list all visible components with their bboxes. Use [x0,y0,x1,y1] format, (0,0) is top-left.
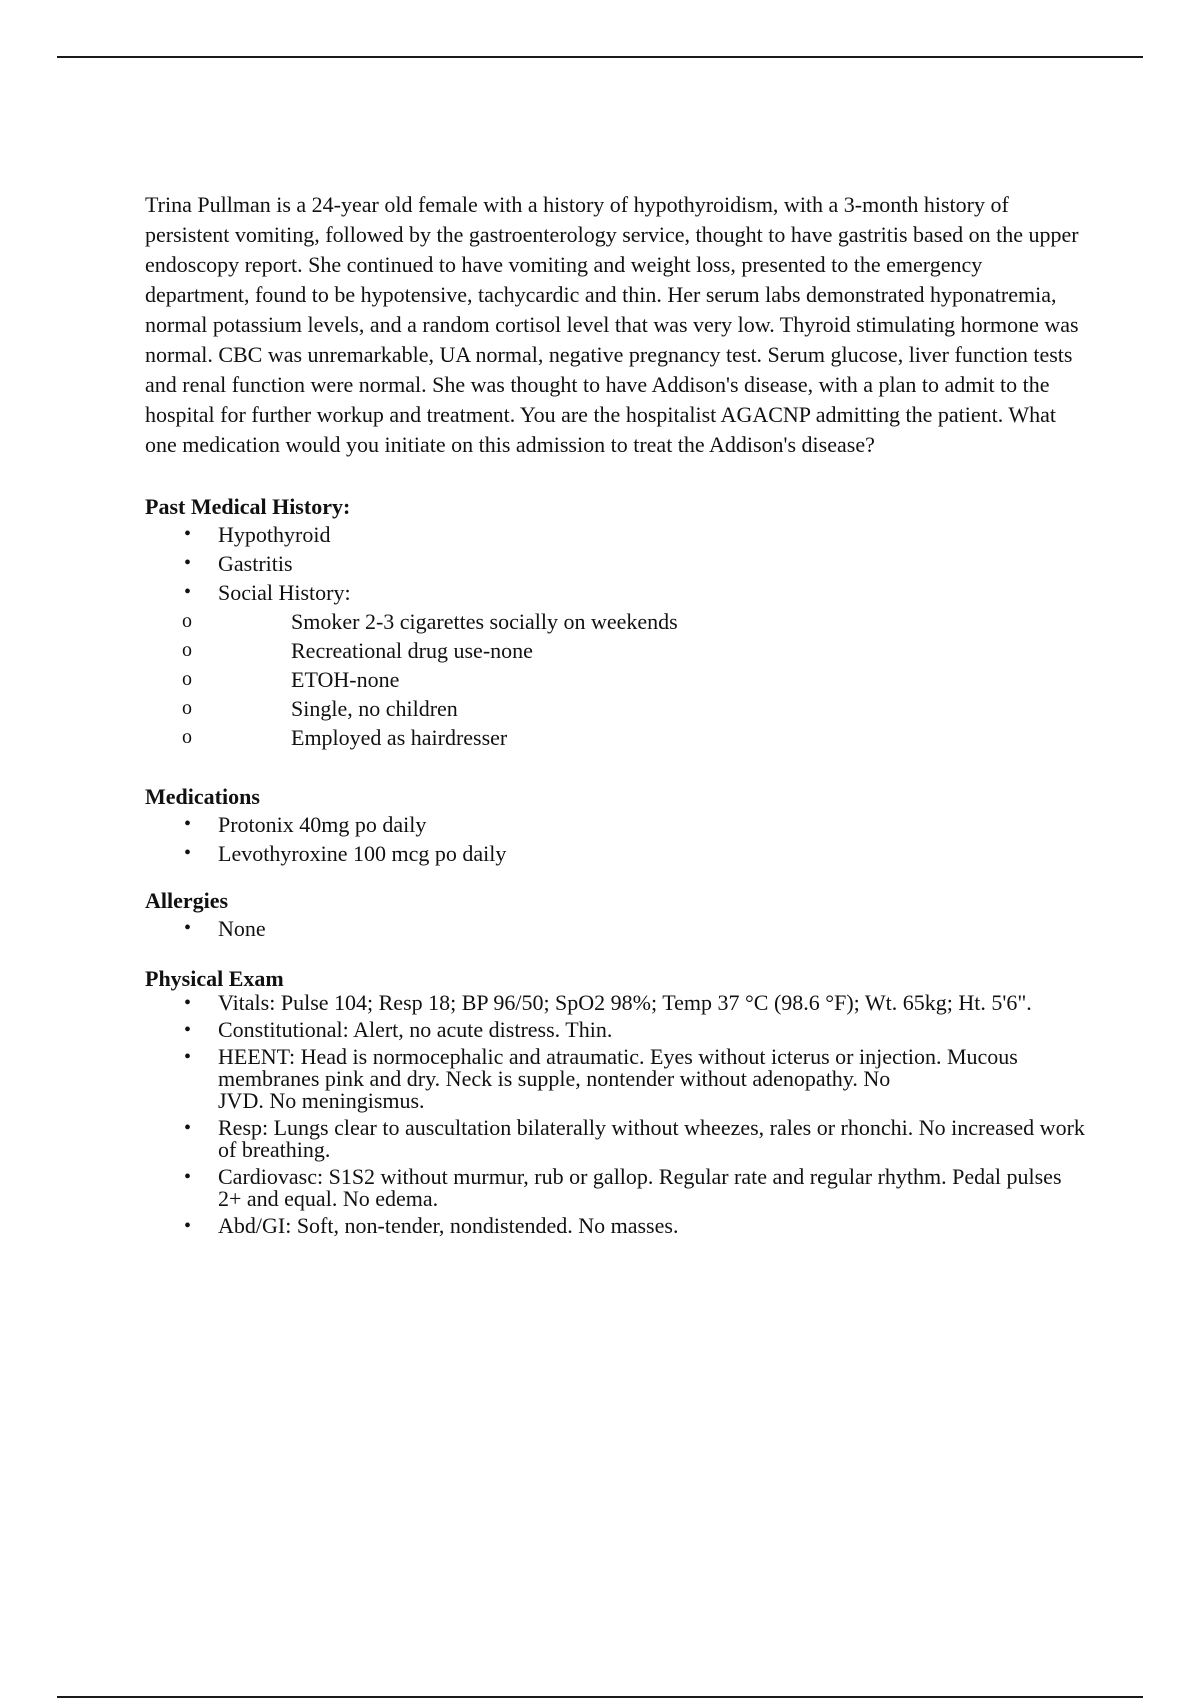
list-item [145,1166,1090,1210]
list-item: • Protonix 40mg po daily [184,812,427,837]
list-item [145,1215,1090,1237]
list-item: o Employed as hairdresser [182,725,508,750]
bullet-icon: • [184,523,192,545]
past-medical-history-heading: Past Medical History: [145,494,351,519]
list-item [145,1046,1090,1112]
list-item [145,1117,1090,1161]
bullet-icon: • [184,1019,192,1041]
list-item: • Hypothyroid [184,522,331,547]
resp-text: Resp: Lungs clear to auscultation bilaterally without wheezes, rales or rhonchi. No increased work of breathing. [218,1115,1085,1162]
medications-heading: Medications [145,784,260,809]
social-history-list [182,607,1090,752]
allergies-heading: Allergies [145,888,229,913]
list-item: o Single, no children [182,696,458,721]
vitals-text: Vitals: Pulse 104; Resp 18; BP 96/50; SpO2 98%; Temp 37 °C (98.6 °F); Wt. 65kg; Ht. 5'6". [218,990,1032,1015]
abd-gi-text: Abd/GI: Soft, non-tender, nondistended. No masses. [218,1213,679,1238]
constitutional-text: Constitutional: Alert, no acute distress. Thin. [218,1017,613,1042]
cardiovasc-text: Cardiovasc: S1S2 without murmur, rub or gallop. Regular rate and regular rhythm. Pedal pulses 2+ and equal. No edema. [218,1164,1062,1211]
circle-bullet-icon: o [182,639,192,661]
allergies-list [145,914,1090,943]
past-medical-history-list [145,520,1090,752]
circle-bullet-icon: o [182,610,192,632]
bullet-icon: • [184,1166,192,1188]
list-item: • Gastritis [184,551,293,576]
bullet-icon: • [184,813,192,835]
footer-rule [57,1696,1143,1698]
list-item: • Levothyroxine 100 mcg po daily [184,841,507,866]
list-item: o Smoker 2-3 cigarettes socially on weekends [182,609,678,634]
header-rule [57,56,1143,58]
bullet-icon: • [184,581,192,603]
circle-bullet-icon: o [182,697,192,719]
bullet-icon: • [184,1215,192,1237]
bullet-icon: • [184,1046,192,1068]
bullet-icon: • [184,1117,192,1139]
medications-list [145,810,1090,868]
list-item: o Recreational drug use-none [182,638,533,663]
bullet-icon: • [184,842,192,864]
circle-bullet-icon: o [182,726,192,748]
document-body [145,190,1090,1242]
physical-exam-heading: Physical Exam [145,966,284,991]
circle-bullet-icon: o [182,668,192,690]
list-item: • None [184,916,266,941]
list-item [145,1019,1090,1041]
heent-text-continued: JVD. No meningismus. [218,1088,425,1113]
list-item: o ETOH-none [182,667,400,692]
heent-text: HEENT: Head is normocephalic and atraumatic. Eyes without icterus or injection. Mucous membranes pink and dry. Neck is supple, nontender without adenopathy. No [218,1044,1018,1091]
bullet-icon: • [184,917,192,939]
bullet-icon: • [184,552,192,574]
case-intro-paragraph: Trina Pullman is a 24-year old female with a history of hypothyroidism, with a 3-month history of persistent vomiting, followed by the gastroenterology service, thought to have gastritis based on the upper endoscopy report. She continued to have vomiting and weight loss, presented to the emergency department, found to be hypotensive, tachycardic and thin. Her serum labs demonstrated hyponatremia, normal potassium levels, and a random cortisol level that was very low. Thyroid stimulating hormone was normal. CBC was unremarkable, UA normal, negative pregnancy test. Serum glucose, liver function tests and renal function were normal. She was thought to have Addison's disease, with a plan to admit to the hospital for further workup and treatment. You are the hospitalist AGACNP admitting the patient. What one medication would you initiate on this admission to treat the Addison's disease? [145,192,1079,457]
list-item: • Social History: o Smoker 2-3 cigarettes socially on weekends o Recreational drug use-none o ETOH-none o Single, no children o Employed as hairdresser [145,578,1090,752]
list-item [145,992,1090,1014]
physical-exam-list [145,992,1090,1237]
bullet-icon: • [184,992,192,1014]
